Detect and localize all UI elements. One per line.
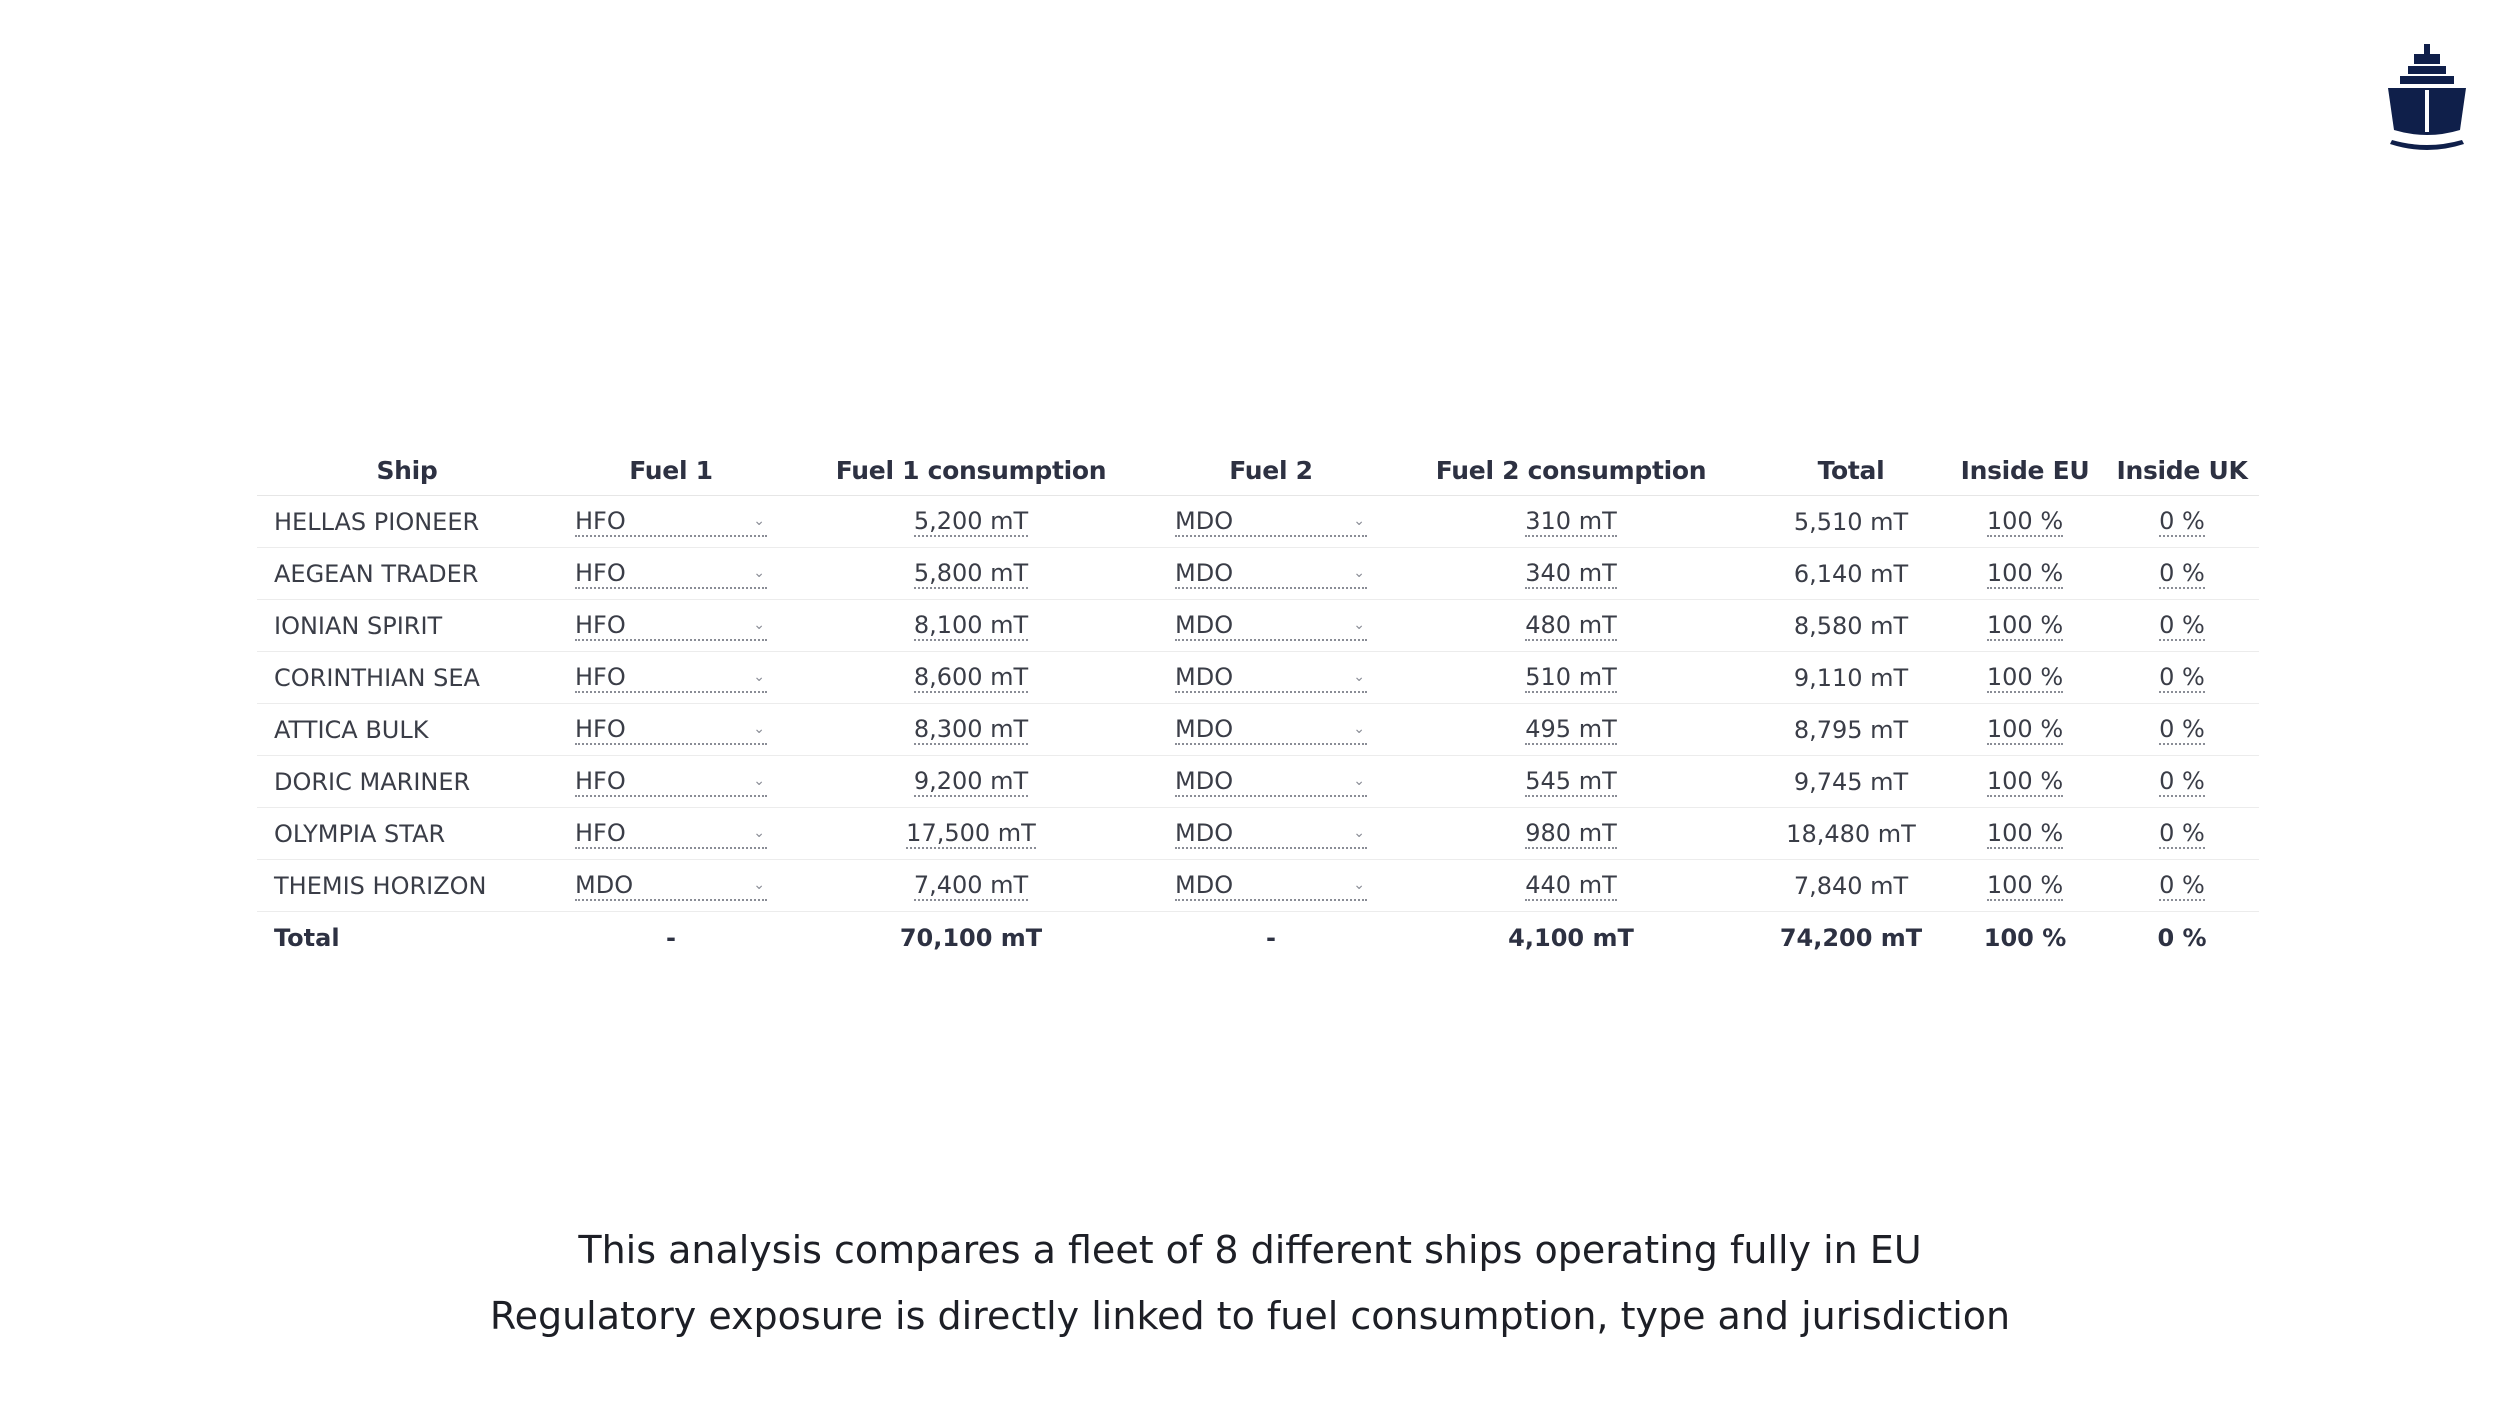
fuel1-consumption-input[interactable]: 5,800 mT [913,558,1029,587]
inside-uk-input[interactable]: 0 % [2159,662,2205,691]
table-row [257,652,2259,704]
fuel1-consumption-cell [785,548,1157,600]
fuel2-consumption-input[interactable]: 545 mT [1525,766,1617,795]
inside-eu-cell [1945,496,2105,548]
fuel1-cell [557,808,785,860]
inside-eu-input[interactable]: 100 % [1986,506,2064,535]
inside-uk-cell [2105,600,2259,652]
fuel1-consumption-input[interactable]: 7,400 mT [913,870,1029,899]
fuel2-consumption-input[interactable]: 495 mT [1525,714,1617,743]
inside-eu-input[interactable]: 100 % [1986,558,2064,587]
fuel1-cell [557,704,785,756]
fuel1-consumption-cell [785,756,1157,808]
inside-eu-cell [1945,756,2105,808]
fuel2-consumption-cell [1385,860,1757,912]
inside-eu-input[interactable]: 100 % [1986,818,2064,847]
total-inside-eu: 100 % [1983,923,2067,952]
ship-name: CORINTHIAN SEA [257,652,557,704]
fuel1-consumption-cell [785,860,1157,912]
header-inside-uk: Inside UK [2105,445,2259,496]
fuel2-cell [1157,600,1385,652]
total-value: 18,480 mT [1757,808,1945,860]
chevron-down-icon: ⌄ [1353,824,1365,841]
chevron-down-icon: ⌄ [1353,616,1365,633]
fuel1-value: HFO [575,506,626,535]
total-value: 9,745 mT [1757,756,1945,808]
table-body [257,496,2259,964]
total-value: 6,140 mT [1757,548,1945,600]
fuel2-consumption-cell [1385,600,1757,652]
table-row [257,496,2259,548]
fuel2-value: MDO [1175,766,1234,795]
total-value: 9,110 mT [1757,652,1945,704]
inside-eu-input[interactable]: 100 % [1986,870,2064,899]
ship-logo-icon [2384,44,2470,152]
fuel1-consumption-input[interactable]: 9,200 mT [913,766,1029,795]
inside-eu-cell [1945,704,2105,756]
fuel1-select[interactable] [575,612,767,641]
chevron-down-icon: ⌄ [1353,876,1365,893]
fuel2-cell [1157,808,1385,860]
inside-uk-input[interactable]: 0 % [2159,610,2205,639]
fuel2-consumption-cell [1385,808,1757,860]
fuel1-cell [557,756,785,808]
fuel1-consumption-cell [785,652,1157,704]
total-value: 7,840 mT [1757,860,1945,912]
fleet-table [257,445,2259,963]
chevron-down-icon: ⌄ [1353,720,1365,737]
chevron-down-icon: ⌄ [753,564,765,581]
header-fuel2: Fuel 2 [1157,445,1385,496]
fuel2-consumption-cell [1385,548,1757,600]
fuel2-value: MDO [1175,818,1234,847]
fuel2-select[interactable] [1175,508,1367,537]
header-total: Total [1757,445,1945,496]
caption-line-2: Regulatory exposure is directly linked to fuel consumption, type and jurisdiction [489,1294,2011,1338]
fuel2-consumption-cell [1385,756,1757,808]
table-total-row [257,912,2259,964]
chevron-down-icon: ⌄ [753,616,765,633]
inside-uk-cell [2105,548,2259,600]
fuel2-select[interactable] [1175,768,1367,797]
fuel1-value: HFO [575,766,626,795]
fuel1-consumption-input[interactable]: 8,600 mT [913,662,1029,691]
inside-uk-cell [2105,860,2259,912]
chevron-down-icon: ⌄ [1353,772,1365,789]
fuel1-select[interactable] [575,768,767,797]
fuel1-consumption-input[interactable]: 17,500 mT [906,818,1036,847]
fuel1-cell [557,600,785,652]
total-inside-uk: 0 % [2157,923,2207,952]
fuel2-select[interactable] [1175,612,1367,641]
ship-name: HELLAS PIONEER [257,496,557,548]
fuel2-cell [1157,496,1385,548]
inside-uk-input[interactable]: 0 % [2159,558,2205,587]
fuel1-consumption-cell [785,704,1157,756]
total-fuel1-consumption: 70,100 mT [899,923,1043,952]
fuel2-value: MDO [1175,714,1234,743]
fuel2-value: MDO [1175,506,1234,535]
chevron-down-icon: ⌄ [1353,512,1365,529]
fuel2-consumption-cell [1385,652,1757,704]
fuel1-consumption-cell [785,808,1157,860]
chevron-down-icon: ⌄ [753,824,765,841]
fuel2-consumption-input[interactable]: 980 mT [1525,818,1617,847]
fuel2-value: MDO [1175,662,1234,691]
inside-uk-input[interactable]: 0 % [2159,766,2205,795]
chevron-down-icon: ⌄ [1353,564,1365,581]
fuel2-select[interactable] [1175,872,1367,901]
fuel1-select[interactable] [575,508,767,537]
fuel2-cell [1157,652,1385,704]
chevron-down-icon: ⌄ [753,772,765,789]
inside-eu-cell [1945,860,2105,912]
total-value: 5,510 mT [1757,496,1945,548]
header-ship: Ship [257,445,557,496]
fuel1-cell [557,860,785,912]
fuel2-cell [1157,756,1385,808]
chevron-down-icon: ⌄ [753,876,765,893]
fuel1-select[interactable] [575,872,767,901]
header-inside-eu: Inside EU [1945,445,2105,496]
table-header-row [257,445,2259,496]
total-fuel2: - [1266,923,1276,952]
fuel1-consumption-input[interactable]: 8,100 mT [913,610,1029,639]
inside-eu-cell [1945,652,2105,704]
ship-name: IONIAN SPIRIT [257,600,557,652]
fuel2-consumption-cell [1385,704,1757,756]
inside-uk-cell [2105,808,2259,860]
table-row [257,600,2259,652]
fuel1-cell [557,652,785,704]
inside-eu-cell [1945,548,2105,600]
inside-uk-cell [2105,652,2259,704]
chevron-down-icon: ⌄ [753,668,765,685]
ship-name: AEGEAN TRADER [257,548,557,600]
ship-name: OLYMPIA STAR [257,808,557,860]
fuel1-cell [557,548,785,600]
fuel1-value: HFO [575,558,626,587]
fuel1-consumption-input[interactable]: 5,200 mT [913,506,1029,535]
fuel1-value: MDO [575,870,634,899]
inside-uk-cell [2105,496,2259,548]
fuel1-consumption-cell [785,600,1157,652]
total-fuel2-consumption: 4,100 mT [1508,923,1634,952]
fuel2-cell [1157,704,1385,756]
fuel1-value: HFO [575,662,626,691]
fuel2-select[interactable] [1175,560,1367,589]
fuel2-select[interactable] [1175,716,1367,745]
fuel1-select[interactable] [575,560,767,589]
fuel2-consumption-input[interactable]: 440 mT [1525,870,1617,899]
table-row [257,808,2259,860]
header-fuel1-consumption: Fuel 1 consumption [785,445,1157,496]
fuel1-select[interactable] [575,716,767,745]
inside-eu-input[interactable]: 100 % [1986,766,2064,795]
inside-uk-input[interactable]: 0 % [2159,714,2205,743]
total-total: 74,200 mT [1779,923,1923,952]
fuel1-value: HFO [575,714,626,743]
inside-eu-cell [1945,808,2105,860]
total-value: 8,795 mT [1757,704,1945,756]
fuel2-cell [1157,548,1385,600]
total-fuel1: - [666,923,676,952]
fuel1-consumption-cell [785,496,1157,548]
ship-name: THEMIS HORIZON [257,860,557,912]
inside-uk-input[interactable]: 0 % [2159,818,2205,847]
ship-name: ATTICA BULK [257,704,557,756]
fuel2-value: MDO [1175,558,1234,587]
chevron-down-icon: ⌄ [1353,668,1365,685]
inside-uk-cell [2105,756,2259,808]
table-row [257,860,2259,912]
table-row [257,704,2259,756]
fuel2-cell [1157,860,1385,912]
table-row [257,756,2259,808]
inside-uk-input[interactable]: 0 % [2159,870,2205,899]
fuel2-consumption-input[interactable]: 310 mT [1525,506,1617,535]
fuel1-value: HFO [575,610,626,639]
fuel2-consumption-input[interactable]: 480 mT [1525,610,1617,639]
inside-eu-input[interactable]: 100 % [1986,714,2064,743]
table-row [257,548,2259,600]
fuel1-select[interactable] [575,820,767,849]
fuel1-select[interactable] [575,664,767,693]
inside-eu-cell [1945,600,2105,652]
inside-uk-cell [2105,704,2259,756]
chevron-down-icon: ⌄ [753,512,765,529]
header-fuel1: Fuel 1 [557,445,785,496]
header-fuel2-consumption: Fuel 2 consumption [1385,445,1757,496]
fuel2-consumption-cell [1385,496,1757,548]
fuel2-select[interactable] [1175,664,1367,693]
fuel2-value: MDO [1175,610,1234,639]
inside-eu-input[interactable]: 100 % [1986,610,2064,639]
total-label: Total [274,923,340,952]
fuel2-select[interactable] [1175,820,1367,849]
fuel1-consumption-input[interactable]: 8,300 mT [913,714,1029,743]
inside-eu-input[interactable]: 100 % [1986,662,2064,691]
total-value: 8,580 mT [1757,600,1945,652]
fuel1-value: HFO [575,818,626,847]
fuel2-value: MDO [1175,870,1234,899]
fuel2-consumption-input[interactable]: 340 mT [1525,558,1617,587]
ship-name: DORIC MARINER [257,756,557,808]
inside-uk-input[interactable]: 0 % [2159,506,2205,535]
fuel2-consumption-input[interactable]: 510 mT [1525,662,1617,691]
chevron-down-icon: ⌄ [753,720,765,737]
caption-line-1: This analysis compares a fleet of 8 different ships operating fully in EU [578,1228,1922,1272]
fuel1-cell [557,496,785,548]
